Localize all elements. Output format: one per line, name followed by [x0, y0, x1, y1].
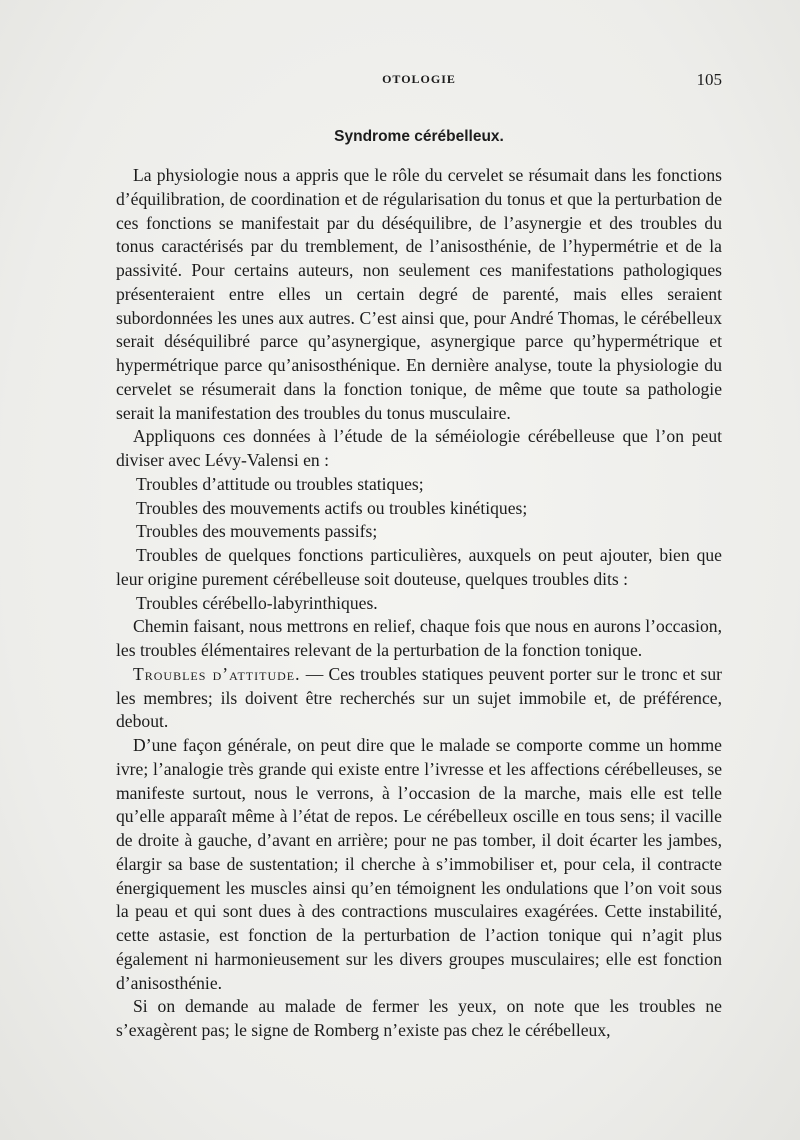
running-head: [116, 70, 722, 92]
list-item-passive-movements: Troubles des mouvements passifs;: [136, 521, 378, 542]
body-text: [116, 164, 722, 1043]
running-title: OTOLOGIE: [382, 72, 456, 86]
paragraph-romberg: Si on demande au malade de fermer les yeux, on note que les troubles ne s’exagèrent pas; le signe de Romberg n’existe pas chez le cérébelleux,: [116, 996, 722, 1040]
paragraph-physiology: La physiologie nous a appris que le rôle du cervelet se résumait dans les fonctions d’équilibration, de coordination et de régularisation du tonus et que la perturbation de ces fonctions se manifestait par du déséquilibre, de l’asynergie et des troubles du tonus caractérisés par du tremblement, de l’anisosthénie, de l’hypermétrie et de la passivité. Pour certains auteurs, non seulement ces manifestations pathologiques présenteraient entre elles un certain degré de parenté, mais elles seraient subordonnées les unes aux autres. C’est ainsi que, pour André Thomas, le cérébelleux serait déséquilibré parce qu’asynergique, asynergique parce qu’hypermétrique et hypermétrique parce qu’anisosthénique. En dernière analyse, toute la physiologie du cervelet se résumerait dans la fonction tonique, de même que toute sa pathologie serait la manifestation des troubles du tonus musculaire.: [116, 165, 722, 423]
list-item-active-movements: Troubles des mouvements actifs ou troubles kinétiques;: [136, 497, 528, 518]
paragraph-chemin-faisant: Chemin faisant, nous mettrons en relief, chaque fois que nous en aurons l’occasion, les troubles élémentaires relevant de la perturbation de la fonction tonique.: [116, 616, 722, 660]
paragraph-semeiology: Appliquons ces données à l’étude de la séméiologie cérébelleuse que l’on peut diviser avec Lévy-Valensi en :: [116, 426, 722, 470]
paragraph-troubles-attitude: [116, 663, 722, 734]
subsection-heading: Troubles d’attitude.: [133, 663, 301, 684]
paragraph-troubles-attitude-text: — Ces troubles statiques peuvent porter sur le tronc et sur les membres; ils doivent être recherchés sur un sujet immobile et, de préférence, debout.: [116, 663, 722, 732]
list-item-attitude: Troubles d’attitude ou troubles statiques;: [136, 473, 424, 494]
paragraph-homme-ivre: D’une façon générale, on peut dire que le malade se comporte comme un homme ivre; l’analogie très grande qui existe entre l’ivresse et les affections cérébelleuses, se manifeste surtout, nous le verrons, à l’occasion de la marche, mais elle est telle qu’elle apparaît même à l’état de repos. Le cérébelleux oscille en tous sens; il vacille de droite à gauche, d’avant en arrière; pour ne pas tomber, il doit écarter les jambes, élargir sa base de sustentation; il cherche à s’immobiliser et, pour cela, il contracte énergiquement les muscles ainsi qu’en témoignent les ondulations que l’on voit sous la peau et qui sont dues à des contractions musculaires exagérées. Cette instabilité, cette astasie, est fonction de la perturbation de l’action tonique qui n’agit plus également ni harmonieusement sur les divers groupes musculaires; elle est fonction d’anisosthénie.: [116, 735, 722, 993]
page-number: 105: [696, 70, 722, 89]
section-title: Syndrome cérébelleux.: [334, 128, 504, 145]
list-item-particular-functions: Troubles de quelques fonctions particulières, auxquels on peut ajouter, bien que leur origine purement cérébelleuse soit douteuse, quelques troubles dits :: [116, 545, 722, 589]
list-item-labyrinthine: Troubles cérébello-labyrinthiques.: [136, 592, 378, 613]
